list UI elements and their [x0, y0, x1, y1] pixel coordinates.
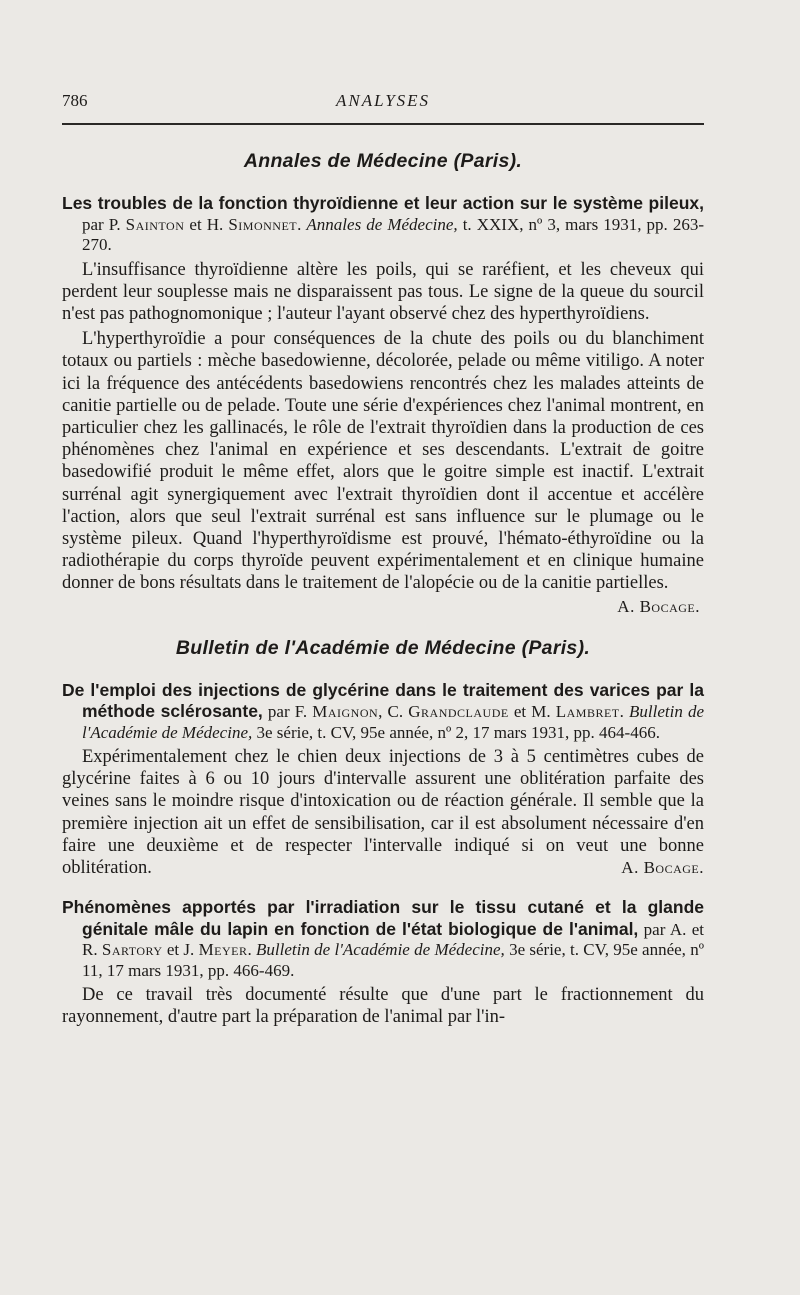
source-journal: Bulletin de l'Académie de Médecine, — [82, 702, 704, 742]
journal-heading: Bulletin de l'Académie de Médecine (Paris). — [175, 636, 591, 659]
page-number: 786 — [62, 91, 88, 110]
article-heading: Les troubles de la fonction thyroïdienne et leur action sur le système pileux, par P. Sainton et H. Simonnet. Annales de Médecine, t. XXIX, nº 3, mars 1931, pp. 263-270. — [62, 193, 705, 254]
article-title: Phénomènes apportés par l'irradiation sur le tissu cutané et la glande génitale mâle du lapin en fonction de l'état biologique de l'animal, — [62, 897, 704, 939]
page — [62, 88, 704, 1029]
paragraph: Expérimentalement chez le chien deux injections de 3 à 5 centimètres cubes de glycérine faites à 6 ou 10 jours d'intervalle assurent une oblitération parfaite des veines sans le moindre risque d'intoxication ou de réaction générale. Il semble que la première injection ait un effet de sensibilisation, car il est absolument nécessaire d'en faire une deuxième et de respecter l'intervalle indiqué si on veut une bonne oblitération. A. Bocage. — [62, 747, 704, 879]
author-name: Maignon — [312, 702, 379, 722]
paragraph: L'insuffisance thyroïdienne altère les poils, qui se raréfient, et les cheveux qui perdent leur souplesse mais ne disparaissent pas tous. Le signe de la queue du sourcil n'est pas pathognomonique ; l'auteur l'ayant observé chez des hyperthyroïdiens. — [62, 259, 704, 324]
author-name: Meyer — [198, 940, 248, 960]
source-reference: 3e série, t. CV, 95e année, nº 2, 17 mars 1931, pp. 464-466. — [252, 722, 660, 742]
source-reference: 3e série, t. CV, 95e année, nº 11, 17 mars 1931, pp. 466-469. — [82, 940, 704, 980]
article-title: Les troubles de la fonction thyroïdienne et leur action sur le système pileux, — [62, 193, 704, 213]
signature: A. Bocage. — [617, 596, 700, 616]
author-name: Simonnet — [228, 214, 298, 234]
author-name: Sainton — [125, 214, 185, 234]
source-reference: t. XXIX, nº 3, mars 1931, pp. 263-270. — [82, 214, 705, 254]
header-rule — [62, 123, 704, 125]
author-name: Sartory — [101, 940, 163, 960]
source-journal: Bulletin de l'Académie de Médecine, — [256, 940, 505, 960]
signature: A. Bocage. — [621, 858, 704, 878]
paragraph: L'hyperthyroïdie a pour conséquences de la chute des poils ou du blanchiment totaux ou partiels : mèche basedowienne, décolorée, pelade ou même vitiligo. A noter ici la fréquence des antécédents basedowiens rencontrés chez les malades atteints de canitie partielle ou de pelade. Toute une série d'expériences chez l'animal montrent, en particulier chez les gallinacés, le rôle de l'extrait thyroïdien dans la production de ces phénomènes chez l'animal en expérience et ses descendants. L'extrait de goitre basedowifié produit le même effet, alors que le goitre simple est inactif. L'extrait surrénal agit synergiquement avec l'extrait thyroïdien dont il accentue et accélère l'action, alors que seul l'extrait surrénal est sans influence sur le plumage ou le système pileux. Quand l'hyperthyroïdisme est prouvé, l'hémato-éthyroïdine ou la radiothérapie du corps thyroïde peuvent expérimentalement et en clinique humaine donner de bons résultats dans le traitement de l'alopécie ou de la canitie partielles. — [62, 329, 704, 594]
article-heading: De l'emploi des injections de glycérine dans le traitement des varices par la méthode sclérosante, par F. Maignon, C. Grandclaude et M. Lambret. Bulletin de l'Académie de Médecine, 3e série, t. CV, 95e année, nº 2, 17 mars 1931, pp. 464-466. — [62, 679, 704, 742]
article-title: De l'emploi des injections de glycérine dans le traitement des varices par la méthode sclérosante, — [62, 679, 704, 722]
author-name: Grandclaude — [408, 702, 509, 722]
journal-heading: Annales de Médecine (Paris). — [243, 150, 523, 172]
running-head — [62, 88, 704, 114]
source-journal: Annales de Médecine, — [306, 214, 458, 234]
paragraph: De ce travail très documenté résulte que d'une part le fractionnement du rayonnement, d'autre part la préparation de l'animal par l'in- — [62, 985, 704, 1028]
running-title: ANALYSES — [335, 91, 431, 110]
article-heading: Phénomènes apportés par l'irradiation sur le tissu cutané et la glande génitale mâle du lapin en fonction de l'état biologique de l'animal, par A. et R. Sartory et J. Meyer. Bulletin de l'Académie de Médecine, 3e série, t. CV, 95e année, nº 11, 17 mars 1931, pp. 466-469. — [62, 897, 704, 980]
author-name: Lambret — [555, 702, 620, 722]
